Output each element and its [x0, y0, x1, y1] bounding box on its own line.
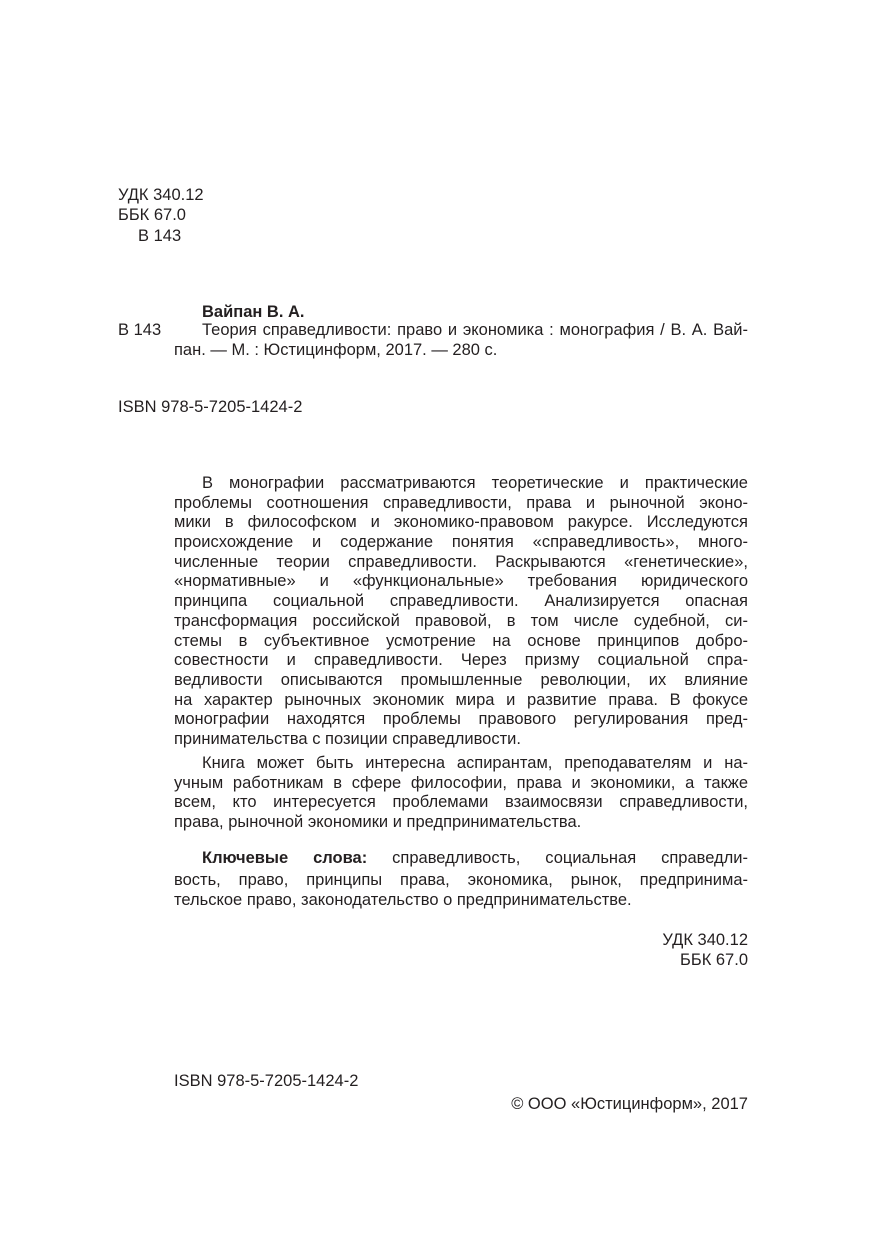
- text-line: права, рыночной экономики и предпринимательства.: [174, 813, 582, 832]
- keywords-line: вость, право, принципы права, экономика, рынок, предпринима-: [174, 871, 748, 889]
- udk-code: УДК 340.12: [118, 186, 204, 204]
- record-line-2: пан. — М. : Юстицинформ, 2017. — 280 с.: [174, 341, 498, 359]
- udk-code-bottom: УДК 340.12: [662, 931, 748, 949]
- bbk-code-bottom: ББК 67.0: [680, 951, 748, 969]
- keywords-line: тельское право, законодательство о предпринимательстве.: [174, 891, 632, 909]
- text-line: принимательства с позиции справедливости.: [174, 729, 521, 748]
- author-mark: В 143: [138, 227, 182, 245]
- keywords-label: Ключевые слова:: [202, 849, 368, 867]
- text-line: ведливости описываются промышленные революции, их влияние: [174, 670, 748, 689]
- isbn-top: ISBN 978-5-7205-1424-2: [118, 398, 303, 416]
- text-line: стемы в субъективное усмотрение на основе принципов добро-: [174, 631, 748, 650]
- text-line: на характер рыночных экономик мира и развитие права. В фокусе: [174, 690, 748, 709]
- text-line: В монографии рассматриваются теоретические и практические: [202, 474, 748, 492]
- text-line: мики в философском и экономико-правовом ракурсе. Исследуются: [174, 513, 748, 532]
- copyright: © ООО «Юстицинформ», 2017: [511, 1095, 748, 1113]
- keywords-block: [174, 848, 748, 910]
- text-line: численные теории справедливости. Раскрываются «генетические»,: [174, 552, 748, 571]
- record-author-mark: В 143: [118, 321, 162, 339]
- text-line: принципа социальной справедливости. Анализируется опасная: [174, 592, 748, 611]
- isbn-bottom: ISBN 978-5-7205-1424-2: [174, 1072, 359, 1090]
- keywords-line: [174, 848, 748, 868]
- keywords-text: справедливость, социальная справедли-: [392, 849, 748, 867]
- abstract-paragraph-1: [174, 474, 748, 750]
- record-line-1: Теория справедливости: право и экономика : монография / В. А. Вай-: [202, 321, 748, 339]
- text-line: учным работникам в сфере философии, права и экономики, а также: [174, 773, 748, 792]
- text-line: «нормативные» и «функциональные» требования юридического: [174, 572, 748, 591]
- record-title-line: [202, 320, 748, 340]
- text-line: проблемы соотношения справедливости, права и рыночной эконо-: [174, 493, 748, 512]
- text-line: трансформация российской правовой, в том числе судебной, си-: [174, 611, 748, 630]
- abstract-paragraph-2: [174, 754, 748, 833]
- text-line: Книга может быть интересна аспирантам, преподавателям и на-: [202, 754, 748, 772]
- text-line: происхождение и содержание понятия «справедливость», много-: [174, 533, 748, 552]
- text-line: всем, кто интересуется проблемами взаимосвязи справедливости,: [174, 793, 748, 812]
- text-line: монографии находятся проблемы правового регулирования пред-: [174, 710, 748, 729]
- bbk-code: ББК 67.0: [118, 206, 186, 224]
- text-line: совестности и справедливости. Через призму социальной спра-: [174, 651, 748, 670]
- author-name: Вайпан В. А.: [202, 303, 305, 321]
